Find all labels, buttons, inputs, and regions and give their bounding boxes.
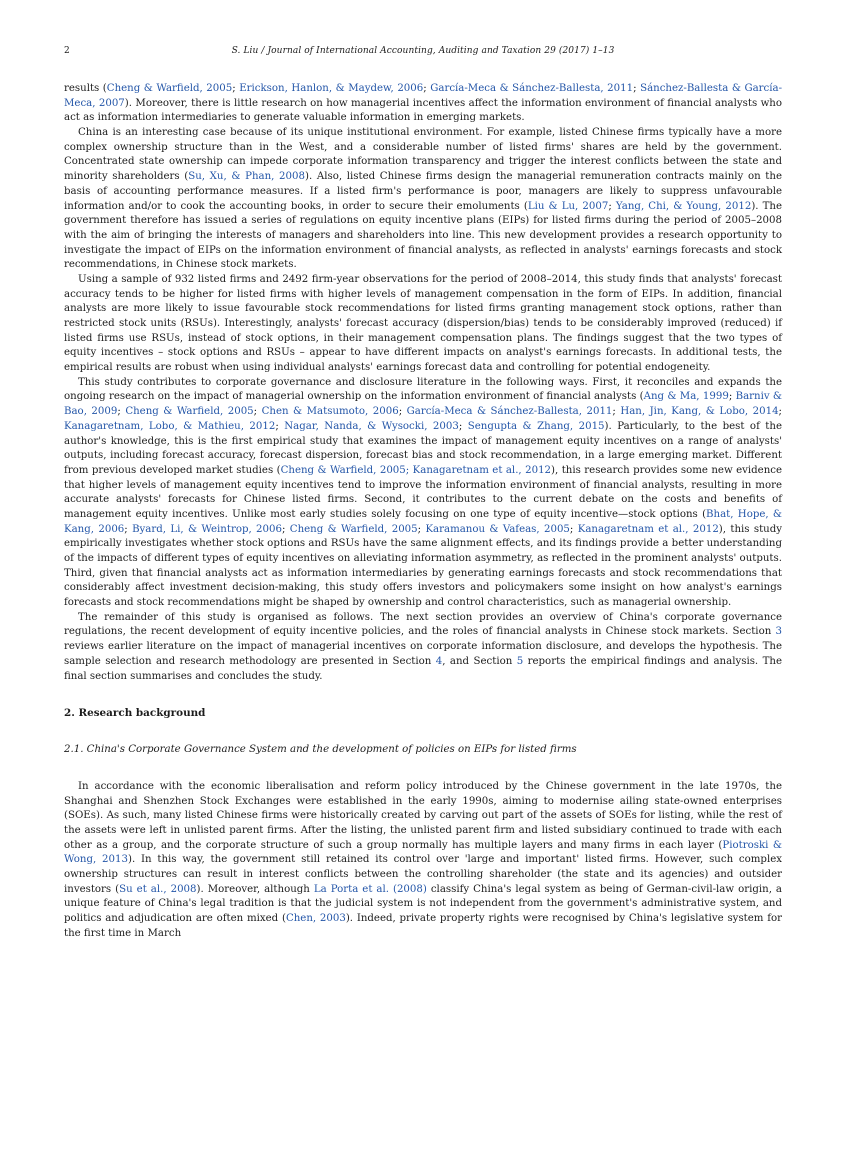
citation-link[interactable]: Nagar, Nanda, & Wysocki, 2003 — [284, 420, 459, 432]
citation-link[interactable]: Sánchez-Ballesta & García-Meca, 2007 — [64, 83, 783, 109]
citation-link[interactable]: Kanagaretnam, Lobo, & Mathieu, 2012 — [64, 420, 276, 432]
citation-link[interactable]: 4 — [435, 655, 443, 667]
running-title: S. Liu / Journal of International Accounting, Auditing and Taxation 29 (2017) 1–13 — [231, 46, 615, 56]
citation-link[interactable]: Ang & Ma, 1999 — [643, 391, 729, 403]
citation-link[interactable]: Chen & Matsumoto, 2006 — [261, 406, 399, 418]
page-header — [64, 46, 782, 56]
citation-link[interactable]: Byard, Li, & Weintrop, 2006 — [132, 523, 282, 535]
body-paragraph: China is an interesting case because of its unique institutional environment. For example, listed Chinese firms typically have a more complex ownership structure than in the West, and a considerable number of listed firms' shares are held by the government. Concentrated state ownership can impede corporate information transparency and trigger the interest conflicts between the state and minority shareholders (Su, Xu, & Phan, 2008). Also, listed Chinese firms design the managerial remuneration contracts mainly on the basis of accounting performance measures. If a listed firm's performance is poor, managers are likely to suppress unfavourable information and/or to cook the accounting books, in order to secure their emoluments (Liu & Lu, 2007; Yang, Chi, & Young, 2012). The government therefore has issued a series of regulations on equity incentive plans (EIPs) for listed firms during the period of 2005–2008 with the aim of bringing the interests of managers and shareholders into line. This new development provides a research opportunity to investigate the impact of EIPs on the information environment of financial analysts, as reflected in analysts' earnings forecasts and stock recommendations, in Chinese stock markets. — [64, 127, 783, 271]
citation-link[interactable]: 3 — [775, 626, 782, 638]
citation-link[interactable]: Su, Xu, & Phan, 2008 — [188, 171, 305, 183]
citation-link[interactable]: Han, Jin, Kang, & Lobo, 2014 — [620, 406, 779, 418]
page-number: 2 — [64, 46, 70, 56]
citation-link[interactable]: Erickson, Hanlon, & Maydew, 2006 — [239, 83, 424, 94]
citation-link[interactable]: Piotroski & Wong, 2013 — [64, 839, 782, 866]
body-paragraph: The remainder of this study is organised as follows. The next section provides an overview of China's corporate governance regulations, the recent development of equity incentive policies, and the roles of financial analysts in Chinese stock markets. Section 3 reviews earlier literature on the impact of managerial incentives on corporate information disclosure, and develops the hypothesis. The sample selection and research methodology are presented in Section 4, and Section 5 reports the empirical findings and analysis. The final section summarises and concludes the study. — [64, 611, 782, 682]
citation-link[interactable]: Cheng & Warfield, 2005 — [125, 406, 254, 418]
citation-link[interactable]: Cheng & Warfield, 2005 — [106, 83, 233, 94]
citation-link[interactable]: Cheng & Warfield, 2005 — [289, 523, 418, 535]
body-paragraph: results (Cheng & Warfield, 2005; Erickson, Hanlon, & Maydew, 2006; García-Meca & Sánchez-Ballesta, 2011; Sánchez-Ballesta & García-Meca, 2007). Moreover, there is little research on how managerial incentives affect the information environment of financial analysts who act as information intermediaries to generate valuable information in emerging markets. — [64, 83, 783, 124]
body-paragraph: In accordance with the economic liberalisation and reform policy introduced by the Chinese government in the late 1970s, the Shanghai and Shenzhen Stock Exchanges were established in the early 1990s, aiming to modernise ailing state-owned enterprises (SOEs). As such, many listed Chinese firms were historically created by carving out part of the assets of SOEs for listing, while the rest of the assets were left in unlisted parent firms. After the listing, the unlisted parent firm and listed subsidiary continued to trade with each other as a group, and the corporate structure of such a group normally has multiple layers and many firms in each layer (Piotroski & Wong, 2013). In this way, the government still retained its control over 'large and important' listed firms. However, such complex ownership structures can result in interest conflicts between the controlling shareholder (the state and its agencies) and outsider investors (Su et al., 2008). Moreover, although La Porta et al. (2008) classify China's legal system as being of German-civil-law origin, a unique feature of China's legal tradition is that the judicial system is not independent from the government's administrative system, and politics and adjudication are often mixed (Chen, 2003). Indeed, private property rights were recognised by China's legislative system for the first time in March — [64, 780, 783, 939]
citation-link[interactable]: Liu & Lu, 2007 — [527, 200, 609, 212]
citation-link[interactable]: Karamanou & Vafeas, 2005 — [425, 523, 570, 535]
citation-link[interactable]: García-Meca & Sánchez-Ballesta, 2011 — [406, 406, 613, 418]
citation-link[interactable]: Barniv & Bao, 2009 — [64, 391, 783, 418]
section-heading: 2. Research background — [64, 707, 206, 720]
citation-link[interactable]: Chen, 2003 — [285, 913, 346, 925]
citation-link[interactable]: Yang, Chi, & Young, 2012 — [615, 200, 752, 212]
citation-link[interactable]: 5 — [516, 655, 524, 667]
citation-link[interactable]: Cheng & Warfield, 2005; Kanagaretnam et al., 2012 — [280, 464, 552, 476]
citation-link[interactable]: Sengupta & Zhang, 2015 — [467, 420, 605, 432]
subsection-heading: 2.1. China's Corporate Governance System and the development of policies on EIPs for listed firms — [64, 744, 577, 756]
body-paragraph: Using a sample of 932 listed firms and 2492 firm-year observations for the period of 2008–2014, this study finds that analysts' forecast accuracy tends to be higher for listed firms with higher levels of management compensation in the form of EIPs. In addition, financial analysts are more likely to issue favourable stock recommendations for listed firms granting management stock options, rather than restricted stock units (RSUs). Interestingly, analysts' forecast accuracy (dispersion/bias) tends to be considerably improved (reduced) if listed firms use RSUs, instead of stock options, in their management compensation plans. The findings suggest that the two types of equity incentives – stock options and RSUs – appear to have different impacts on analyst's earnings forecasts. In additional tests, the empirical results are robust when using individual analysts' earnings forecast data and controlling for potential endogeneity. — [64, 273, 782, 374]
citation-link[interactable]: García-Meca & Sánchez-Ballesta, 2011 — [430, 83, 634, 94]
citation-link[interactable]: Bhat, Hope, & Kang, 2006 — [64, 508, 782, 535]
body-paragraph: This study contributes to corporate governance and disclosure literature in the following ways. First, it reconciles and expands the ongoing research on the impact of managerial ownership on the information environment of financial analysts (Ang & Ma, 1999; Barniv & Bao, 2009; Cheng & Warfield, 2005; Chen & Matsumoto, 2006; García-Meca & Sánchez-Ballesta, 2011; Han, Jin, Kang, & Lobo, 2014; Kanagaretnam, Lobo, & Mathieu, 2012; Nagar, Nanda, & Wysocki, 2003; Sengupta & Zhang, 2015). Particularly, to the best of the author's knowledge, this is the first empirical study that examines the impact of management equity incentives on a range of analysts' outputs, including forecast accuracy, forecast dispersion, forecast bias and stock recommendation, in a large emerging market. Different from previous developed market studies (Cheng & Warfield, 2005; Kanagaretnam et al., 2012), this research provides some new evidence that higher levels of management equity incentives tend to improve the information environment of financial analysts, resulting in more accurate analysts' forecasts for Chinese listed firms. Second, it contributes to the current debate on the costs and benefits of management equity incentives. Unlike most early studies solely focusing on one type of equity incentive—stock options (Bhat, Hope, & Kang, 2006; Byard, Li, & Weintrop, 2006; Cheng & Warfield, 2005; Karamanou & Vafeas, 2005; Kanagaretnam et al., 2012), this study empirically investigates whether stock options and RSUs have the same alignment effects, and its findings provide a better understanding of the impacts of different types of equity incentives on alleviating information asymmetry, as reflected in the prominent analysts' outputs. Third, given that financial analysts act as information intermediaries by generating earnings forecasts and stock recommendations that considerably affect investment decision-making, this study offers investors and policymakers some insight on how analyst's earnings forecasts and stock recommendations might be shaped by ownership and control characteristics, such as managerial ownership. — [64, 376, 783, 609]
citation-link[interactable]: La Porta et al. (2008) — [313, 883, 427, 895]
article-body — [64, 82, 782, 941]
citation-link[interactable]: Su et al., 2008 — [119, 883, 197, 895]
citation-link[interactable]: Kanagaretnam et al., 2012 — [577, 523, 719, 535]
